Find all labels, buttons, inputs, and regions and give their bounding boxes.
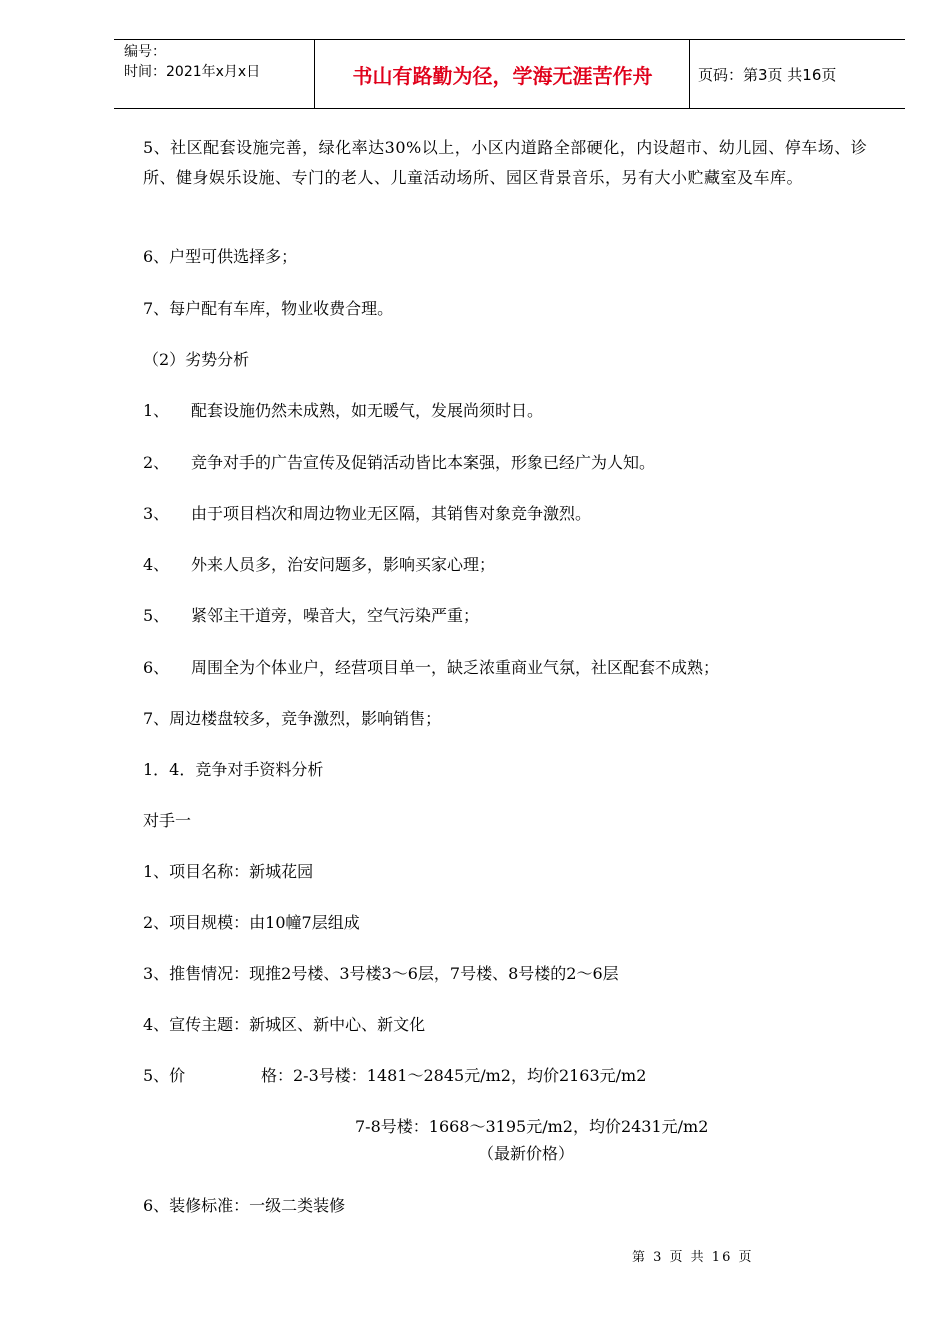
weakness-item-5-number: 5、 bbox=[143, 606, 170, 625]
rival-price-note: （最新价格） bbox=[478, 1144, 575, 1163]
weakness-item-1-text: 配套设施仍然未成熟，如无暖气，发展尚须时日。 bbox=[191, 401, 544, 420]
weakness-item-3-number: 3、 bbox=[143, 504, 170, 523]
section-heading: 1．4．竞争对手资料分析 bbox=[143, 760, 324, 779]
number-label: 编号： bbox=[124, 44, 166, 60]
weakness-item-6 bbox=[143, 655, 719, 681]
rival-price-label: 5、价 bbox=[143, 1066, 186, 1085]
rival-promo-theme: 4、宣传主题：新城区、新中心、新文化 bbox=[143, 1015, 426, 1034]
time-label: 时间：2021年x月x日 bbox=[124, 64, 261, 80]
weakness-item-4-number: 4、 bbox=[143, 555, 170, 574]
rival-price-line-1: 格：2-3号楼：1481～2845元/m2，均价2163元/m2 bbox=[261, 1066, 647, 1085]
weakness-item-6-text: 周围全为个体业户，经营项目单一，缺乏浓重商业气氛，社区配套不成熟； bbox=[191, 658, 720, 677]
weakness-item-4 bbox=[143, 552, 495, 578]
header-meta bbox=[114, 40, 315, 108]
weakness-item-3-text: 由于项目档次和周边物业无区隔，其销售对象竞争激烈。 bbox=[191, 504, 592, 523]
weakness-item-3 bbox=[143, 501, 591, 527]
weakness-item-4-text: 外来人员多，治安问题多，影响买家心理； bbox=[191, 555, 496, 574]
weakness-item-5 bbox=[143, 603, 479, 629]
header-motto: 书山有路勤为径，学海无涯苦作舟 bbox=[316, 40, 690, 108]
weakness-item-5-text: 紧邻主干道旁，噪音大，空气污染严重； bbox=[191, 606, 480, 625]
weakness-item-1-number: 1、 bbox=[143, 401, 170, 420]
weakness-item-1 bbox=[143, 398, 543, 424]
paragraph-5: 5、社区配套设施完善，绿化率达30%以上，小区内道路全部硬化，内设超市、幼儿园、停车场、诊所、健身娱乐设施、专门的老人、儿童活动场所、园区背景音乐，另有大小贮藏室及车库。 bbox=[143, 138, 868, 187]
header-page-info: 页码：第3页 共16页 bbox=[698, 65, 837, 84]
paragraph-6: 6、户型可供选择多； bbox=[143, 247, 298, 266]
weakness-item-2-text: 竞争对手的广告宣传及促销活动皆比本案强，形象已经广为人知。 bbox=[191, 453, 656, 472]
page-header bbox=[114, 39, 905, 109]
rival-project-name: 1、项目名称：新城花园 bbox=[143, 862, 314, 881]
rival-project-scale: 2、项目规模：由10幢7层组成 bbox=[143, 913, 360, 932]
weakness-item-7: 7、周边楼盘较多，竞争激烈，影响销售； bbox=[143, 709, 442, 728]
rival-heading: 对手一 bbox=[143, 811, 192, 830]
rival-decoration-standard: 6、装修标准：一级二类装修 bbox=[143, 1196, 346, 1215]
weakness-item-2-number: 2、 bbox=[143, 453, 170, 472]
weakness-item-2 bbox=[143, 450, 655, 476]
weakness-heading: （2）劣势分析 bbox=[143, 350, 250, 369]
rival-price-line-2: 7-8号楼：1668～3195元/m2，均价2431元/m2 bbox=[355, 1117, 709, 1136]
weakness-item-6-number: 6、 bbox=[143, 658, 170, 677]
paragraph-7: 7、每户配有车库，物业收费合理。 bbox=[143, 299, 394, 318]
rival-sales-status: 3、推售情况：现推2号楼、3号楼3～6层，7号楼、8号楼的2～6层 bbox=[143, 964, 619, 983]
page-footer: 第 3 页 共 16 页 bbox=[632, 1250, 754, 1265]
